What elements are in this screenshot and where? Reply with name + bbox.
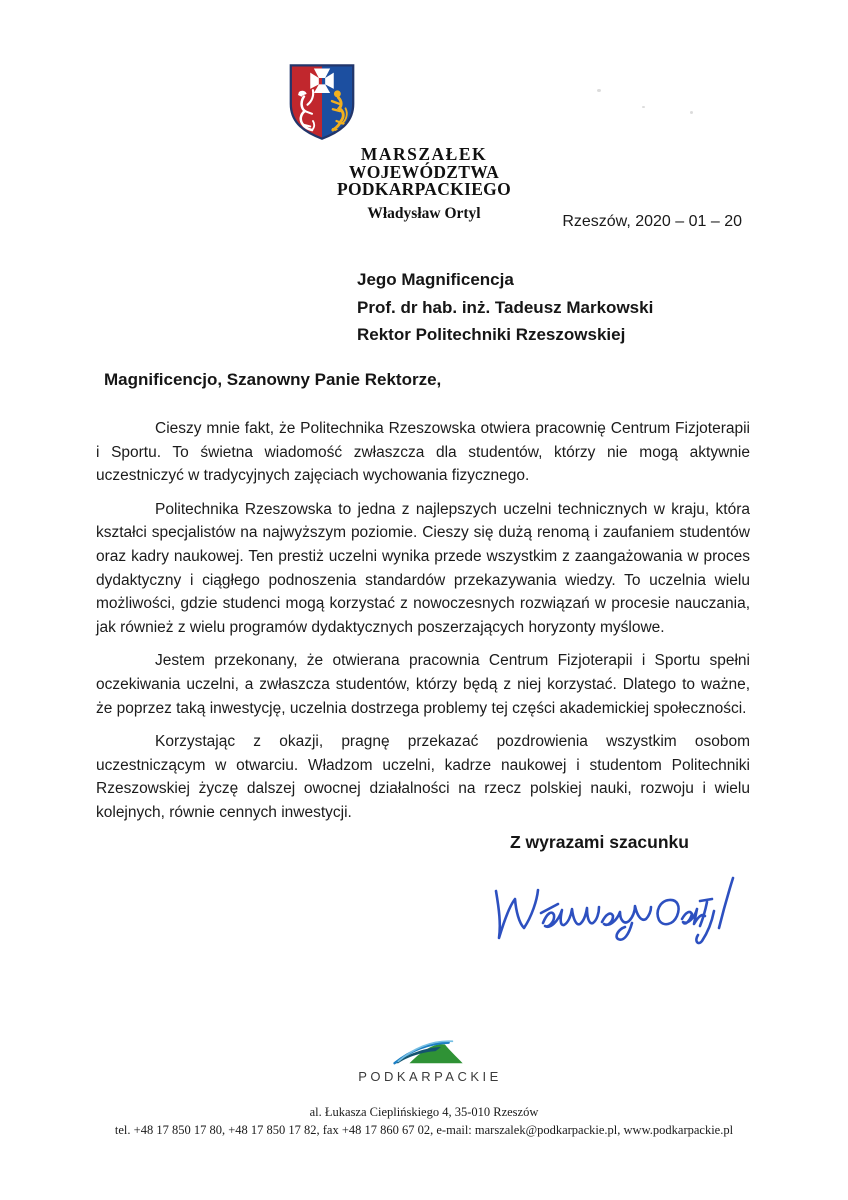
scan-speck xyxy=(597,89,601,92)
footer-logo-text: PODKARPACKIE xyxy=(358,1069,502,1084)
letter-paragraph: Jestem przekonany, że otwierana pracownia Centrum Fizjoterapii i Sportu spełni oczekiwania uczelni, a zwłaszcza studentów, którzy będą z niej korzystać. Dlatego to ważne, że poprzez taką inwestycję, uczelnia dostrzega problemy tej części akademickiej społeczności. xyxy=(96,652,750,717)
footer-address-block xyxy=(0,1103,848,1139)
footer-logo xyxy=(340,1038,520,1084)
dateline: Rzeszów, 2020 – 01 – 20 xyxy=(562,213,742,230)
office-title-line1: MARSZAŁEK xyxy=(360,144,488,164)
letter-paragraph: Politechnika Rzeszowska to jedna z najlepszych uczelni technicznych w kraju, która kształci specjalistów na najwyższym poziomie. Cieszy się dużą renomą i zaufaniem studentów oraz kadry naukowej. Ten prestiż uczelni wynika przede wszystkim z zaangażowania w proces dydaktyczny i ciągłego podnoszenia standardów przekazywania wiedzy. To uczelnia wielu możliwości, gdzie studenci mogą korzystać z nowoczesnych rozwiązań w procesie nauczania, jak również z wielu programów dydaktycznych poszerzających horyzonty myślowe. xyxy=(96,500,750,636)
letter-body xyxy=(96,369,750,825)
coat-of-arms xyxy=(286,64,358,140)
salutation: Magnificencjo, Szanowny Panie Rektorze, xyxy=(104,370,442,389)
office-holder-name: Władysław Ortyl xyxy=(367,205,481,222)
letterhead xyxy=(264,64,584,223)
recipient-name: Prof. dr hab. inż. Tadeusz Markowski xyxy=(357,297,654,317)
crest-blue-field xyxy=(322,64,355,140)
letter-paragraph: Cieszy mnie fakt, że Politechnika Rzeszowska otwiera pracownię Centrum Fizjoterapii i Sportu. To świetna wiadomość zwłaszcza dla studentów, którzy nie mogą aktywnie uczestniczyć w tradycyjnych zajęciach wychowania fizycznego. xyxy=(96,420,750,485)
footer-contact-line: tel. +48 17 850 17 80, +48 17 850 17 82, fax +48 17 860 67 02, e-mail: marszalek@podkarpackie.pl, www.podkarpackie.pl xyxy=(114,1123,734,1137)
recipient-honorific: Jego Magnificencja xyxy=(357,270,514,289)
recipient-title: Rektor Politechniki Rzeszowskiej xyxy=(357,325,626,344)
scan-speck xyxy=(690,111,693,114)
signature-svg xyxy=(486,866,748,966)
letter-paragraph: Korzystając z okazji, pragnę przekazać pozdrowienia wszystkim osobom uczestniczącym w otwarciu. Władzom uczelni, kadrze naukowej i studentom Politechniki Rzeszowskiej życzę dalszej owocnej działalności na rzecz polskiej nauki, rozwoju i wielu kolejnych, równie cennych inwestycji. xyxy=(96,733,750,821)
scan-speck xyxy=(642,106,645,108)
recipient-block xyxy=(357,266,653,349)
footer-address-line: al. Łukasza Cieplińskiego 4, 35-010 Rzeszów xyxy=(309,1105,539,1119)
podkarpackie-logo-mark xyxy=(391,1038,469,1066)
office-title-line2: WOJEWÓDZTWA PODKARPACKIEGO xyxy=(336,162,511,199)
closing-phrase: Z wyrazami szacunku xyxy=(510,832,689,852)
